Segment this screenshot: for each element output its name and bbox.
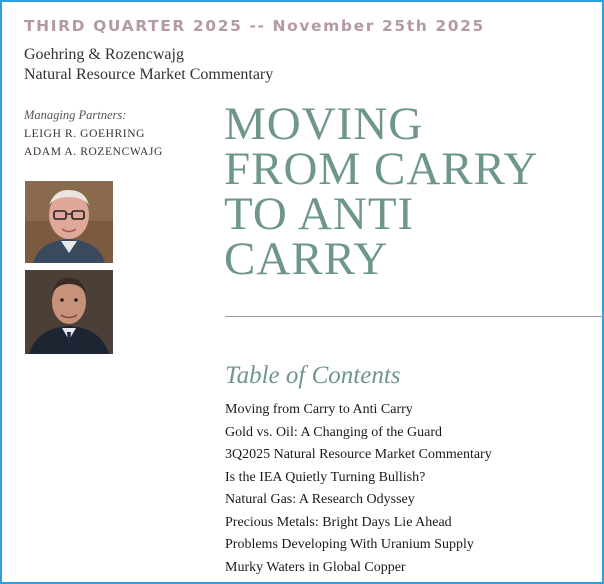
divider (225, 316, 603, 317)
report-title (224, 98, 594, 285)
firm-name: Goehring & Rozencwajg (24, 46, 184, 63)
report-title-line-4: CARRY (224, 233, 389, 285)
report-title-line-1: MOVING (224, 98, 424, 150)
partner-photo-2 (25, 270, 113, 354)
partner-photo-1 (25, 181, 113, 263)
toc-item[interactable]: Moving from Carry to Anti Carry (225, 402, 413, 417)
partner-name-2: ADAM A. ROZENCWAJG (24, 146, 163, 158)
toc-item[interactable]: Problems Developing With Uranium Supply (225, 537, 474, 552)
report-date-header: THIRD QUARTER 2025 -- November 25th 2025 (24, 17, 485, 35)
toc-item[interactable]: Precious Metals: Bright Days Lie Ahead (225, 514, 452, 530)
partner-name-1: LEIGH R. GOEHRING (24, 128, 146, 140)
toc-item[interactable]: Gold vs. Oil: A Changing of the Guard (225, 424, 442, 440)
toc-heading: Table of Contents (225, 362, 401, 389)
firm-block (24, 45, 273, 85)
report-title-line-2: FROM CARRY (224, 143, 539, 195)
toc-item[interactable]: 3Q2025 Natural Resource Market Commentary (225, 447, 492, 462)
managing-partners-label: Managing Partners: (24, 108, 127, 122)
toc-item[interactable]: Murky Waters in Global Copper (225, 559, 406, 575)
toc-item[interactable]: Natural Gas: A Research Odyssey (225, 492, 415, 507)
toc-list (225, 399, 492, 579)
report-title-line-3: TO ANTI (224, 188, 415, 240)
firm-subtitle: Natural Resource Market Commentary (24, 66, 274, 83)
toc-item[interactable]: Is the IEA Quietly Turning Bullish? (225, 469, 426, 485)
